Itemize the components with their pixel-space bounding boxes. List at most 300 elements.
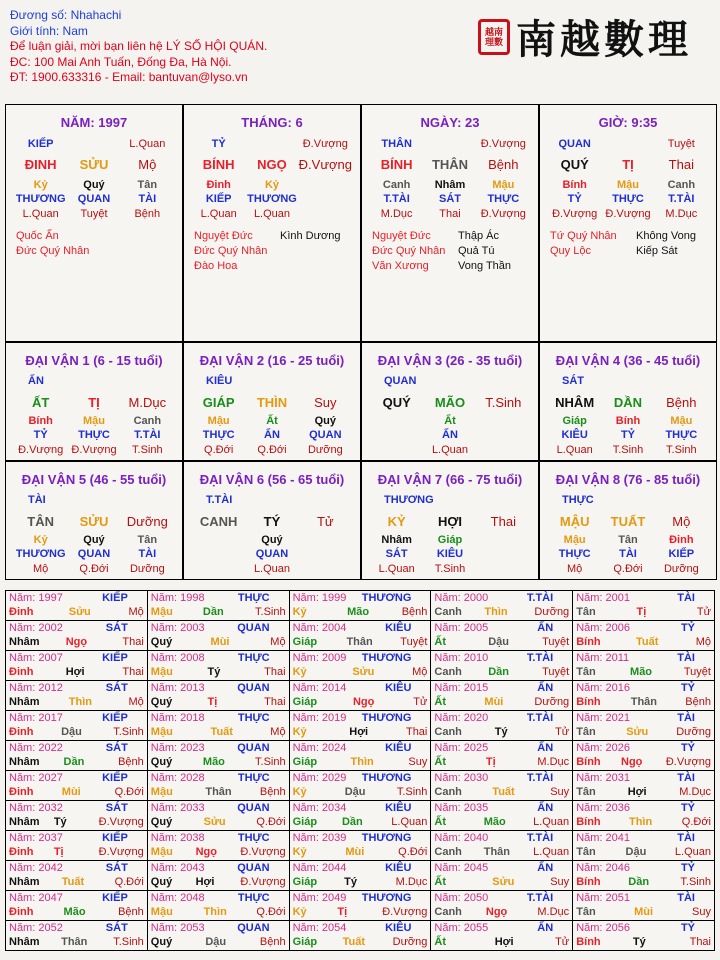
spacer (611, 494, 660, 506)
year-cell-top (9, 771, 144, 785)
year-god: KIÊU (385, 622, 412, 634)
year-branch: Tý (494, 726, 508, 738)
spacer (423, 138, 476, 150)
year-cell (147, 921, 289, 951)
dai-van-stem-row (192, 514, 352, 529)
hidden-gods-row (14, 548, 174, 560)
year-label: Năm: 1998 (150, 592, 205, 604)
pillar-stem-row (370, 157, 530, 172)
year-god: KIÊU (385, 922, 412, 934)
year-cell-top (151, 831, 286, 845)
year-label: Năm: 2018 (150, 712, 205, 724)
year-cell-bottom (576, 845, 711, 859)
year-branch: Ngọ (485, 906, 508, 918)
hidden-stems-row (370, 534, 530, 546)
year-cell (573, 681, 715, 711)
year-label: Năm: 2044 (292, 862, 347, 874)
hidden-stages-row (548, 208, 708, 220)
year-label: Năm: 2056 (576, 922, 630, 934)
stem-god: SÁT (562, 375, 584, 387)
year-cell-bottom (293, 665, 428, 679)
brand-title: 南越數理 (516, 16, 692, 63)
year-god: THỰC (237, 592, 270, 604)
year-stem: Kỷ (292, 906, 307, 918)
year-stage: M.Dục (537, 906, 570, 918)
spacer (77, 375, 126, 387)
year-stage: Đ.Vượng (98, 846, 144, 858)
year-stage: Dưỡng (534, 606, 570, 618)
spacer (659, 375, 708, 387)
year-cell-top (434, 861, 569, 875)
year-stem: Nhâm (9, 696, 40, 708)
year-cell-top (151, 861, 286, 875)
year-stage: Bệnh (401, 606, 428, 618)
year-god: ẤN (537, 802, 554, 814)
year-god: TÀI (677, 832, 695, 844)
year-stem: Ất (434, 876, 446, 888)
good-star: Đức Quý Nhân (372, 245, 446, 257)
hidden-god: T.TÀI (383, 193, 410, 205)
life-stage: Bệnh (666, 395, 697, 410)
year-label: Năm: 2053 (150, 922, 205, 934)
year-stem: Tân (576, 606, 596, 618)
hidden-stem: Tân (137, 179, 158, 191)
year-cell (6, 891, 148, 921)
year-cell-bottom (293, 785, 428, 799)
spacer (77, 494, 126, 506)
year-stage: Bệnh (685, 696, 711, 708)
year-cell (147, 621, 289, 651)
year-cell (289, 651, 431, 681)
year-stem: Tân (576, 786, 596, 798)
earthly-branch: TUẤT (610, 514, 646, 529)
year-branch: Sửu (492, 876, 515, 888)
year-stage: Suy (692, 906, 711, 918)
hidden-stages-row (370, 563, 530, 575)
year-row (6, 771, 715, 801)
pillar-1 (5, 104, 183, 342)
year-branch: Hợi (65, 666, 85, 678)
dai-van-god-row (192, 494, 352, 506)
year-stem: Nhâm (9, 816, 40, 828)
year-label: Năm: 2043 (150, 862, 205, 874)
year-cell (289, 801, 431, 831)
hidden-stage: Q.Đới (79, 563, 109, 575)
year-branch: Sửu (352, 666, 375, 678)
year-stem: Đinh (9, 666, 34, 678)
hidden-stage (477, 563, 530, 575)
hidden-stem (299, 179, 352, 191)
hidden-stages-row (192, 563, 352, 575)
year-branch: Tý (53, 816, 67, 828)
year-cell-top (576, 741, 711, 755)
year-row (6, 681, 715, 711)
year-cell-bottom (151, 695, 286, 709)
hidden-stages-row (14, 563, 174, 575)
year-stage: Q.Đới (256, 816, 286, 828)
year-label: Năm: 2035 (434, 802, 489, 814)
year-stem: Canh (434, 906, 462, 918)
contact-line: Để luận giải, mời bạn liên hệ LÝ SỐ HỘI QUÁN. (10, 39, 268, 53)
year-god: THỰC (237, 772, 270, 784)
year-cell-bottom (576, 905, 711, 919)
year-god: SÁT (105, 862, 128, 874)
hidden-stem: Nhâm (434, 179, 466, 191)
star-line (372, 244, 530, 259)
year-god: TỶ (680, 802, 695, 814)
red-seal-logo: 越南理數 (478, 19, 510, 55)
year-stem: Bính (576, 696, 601, 708)
year-cell-top (576, 831, 711, 845)
year-stem: Ất (434, 816, 446, 828)
year-cell (147, 831, 289, 861)
stem-god: THÂN (381, 138, 412, 150)
year-cell (573, 921, 715, 951)
year-row (6, 711, 715, 741)
spacer (481, 375, 530, 387)
hidden-stage (299, 563, 352, 575)
year-cell-bottom (9, 695, 144, 709)
year-cell-bottom (9, 785, 144, 799)
year-god: QUAN (237, 682, 270, 694)
year-cell-bottom (576, 665, 711, 679)
year-branch: Thìn (484, 606, 508, 618)
year-stage: Suy (550, 876, 570, 888)
year-cell-bottom (576, 725, 711, 739)
hidden-stem: Quý (314, 415, 337, 427)
year-cell-bottom (151, 905, 286, 919)
dai-van-title: ĐẠI VẬN 4 (36 - 45 tuổi) (555, 353, 701, 368)
hidden-god: KIÊU (436, 548, 464, 560)
year-cell (289, 621, 431, 651)
year-cell-bottom (576, 755, 711, 769)
year-stage: L.Quan (533, 816, 570, 828)
year-label: Năm: 1997 (9, 592, 63, 604)
year-cell (431, 591, 573, 621)
year-branch: Mão (630, 666, 653, 678)
hidden-stem: Mậu (616, 179, 639, 191)
hidden-stage: L.Quan (200, 208, 237, 220)
year-label: Năm: 2048 (150, 892, 205, 904)
year-stage: Thai (122, 636, 144, 648)
year-stem: Giáp (292, 756, 318, 768)
year-cell (289, 921, 431, 951)
year-branch: Mùi (345, 846, 365, 858)
bad-star: Kình Dương (280, 230, 341, 242)
year-god: SÁT (105, 682, 128, 694)
year-label: Năm: 2052 (9, 922, 63, 934)
year-god: TÀI (677, 892, 695, 904)
hidden-stem: Mậu (670, 415, 693, 427)
year-cell (147, 591, 289, 621)
year-cell-top (434, 801, 569, 815)
year-branch: Thìn (628, 816, 653, 828)
hidden-stem: Quý (83, 534, 105, 546)
pillar-4 (539, 104, 717, 342)
year-branch: Hợi (627, 786, 647, 798)
year-stem: Kỷ (292, 786, 307, 798)
year-cell-bottom (434, 905, 569, 919)
hidden-stages-row (14, 444, 174, 456)
year-branch: Tuất (61, 876, 85, 888)
year-label: Năm: 2051 (576, 892, 630, 904)
year-cell-top (293, 831, 428, 845)
year-stem: Mậu (150, 906, 173, 918)
year-label: Năm: 2041 (576, 832, 630, 844)
year-god: ẤN (537, 742, 554, 754)
good-star: Quy Lộc (550, 245, 591, 257)
year-cell-bottom (293, 725, 428, 739)
year-cell-bottom (434, 875, 569, 889)
hidden-stage: Đ.Vượng (552, 208, 598, 220)
hidden-stems-row (14, 179, 174, 191)
year-stage: Tuyệt (542, 636, 570, 648)
good-star: Đức Quý Nhân (194, 245, 268, 257)
hidden-gods-row (14, 193, 174, 205)
hidden-stem: Quý (261, 534, 283, 546)
good-star: Nguyệt Đức (372, 230, 431, 242)
year-cell-top (434, 651, 569, 665)
good-star: Đức Quý Nhân (16, 245, 90, 257)
dai-van-stem-row (548, 514, 708, 529)
year-god: THƯƠNG (361, 772, 412, 784)
year-cell (6, 801, 148, 831)
year-branch: Sửu (68, 606, 91, 618)
year-label: Năm: 2033 (150, 802, 205, 814)
year-cell-top (576, 801, 711, 815)
year-cell (431, 681, 573, 711)
star-line (194, 244, 352, 259)
year-god: KIẾP (102, 592, 128, 604)
year-stem: Mậu (150, 666, 173, 678)
hidden-stem (370, 415, 423, 427)
year-cell-top (576, 591, 711, 605)
year-label: Năm: 2045 (434, 862, 489, 874)
year-cell-top (9, 681, 144, 695)
hidden-stem: Canh (382, 179, 411, 191)
year-stem: Đinh (9, 726, 34, 738)
pillar-god-row (548, 138, 708, 150)
year-branch: Hợi (195, 876, 215, 888)
stars-list (16, 229, 174, 259)
year-cell-bottom (434, 695, 569, 709)
hidden-stages-row (192, 444, 352, 456)
year-label: Năm: 2028 (150, 772, 205, 784)
hidden-stages-row (548, 563, 708, 575)
year-cell-top (293, 801, 428, 815)
year-branch: Thân (205, 786, 232, 798)
year-branch: Thìn (350, 756, 374, 768)
hidden-gods-row (192, 429, 352, 441)
dai-van-4 (539, 342, 717, 461)
dai-van-god-row (14, 494, 174, 506)
star-line (550, 244, 708, 259)
hidden-stage: L.Quan (378, 563, 415, 575)
hidden-stages-row (14, 208, 174, 220)
stem-god: ẤN (28, 375, 44, 387)
hidden-stage: T.Sinh (666, 444, 697, 456)
hidden-stage: Đ.Vượng (71, 444, 117, 456)
hidden-gods-row (548, 548, 708, 560)
dai-van-8 (539, 461, 717, 580)
year-stage: Tử (555, 936, 570, 948)
address-line: ĐC: 100 Mai Anh Tuấn, Đống Đa, Hà Nội. (10, 54, 232, 69)
star-line (16, 244, 174, 259)
earthly-branch: TỊ (622, 157, 634, 172)
hidden-stage: Mộ (567, 563, 583, 575)
hidden-stage: Dưỡng (129, 563, 165, 575)
year-stem: Quý (150, 756, 173, 768)
year-stage: Q.Đới (256, 906, 286, 918)
good-star: Văn Xương (372, 260, 429, 272)
year-stage: T.Sinh (255, 606, 286, 618)
hidden-god: TÀI (619, 548, 637, 560)
year-branch: Dậu (205, 936, 227, 948)
year-stage: Đ.Vượng (240, 846, 286, 858)
heavenly-stem: QUÝ (560, 157, 589, 172)
year-label: Năm: 2023 (150, 742, 205, 754)
hidden-stem: Bính (615, 415, 641, 427)
year-label: Năm: 2049 (292, 892, 347, 904)
year-cell-bottom (293, 905, 428, 919)
year-god: KIÊU (385, 742, 412, 754)
year-branch: Dậu (61, 726, 82, 738)
year-branch: Dậu (488, 636, 510, 648)
pillar-title: GIỜ: 9:35 (598, 115, 658, 130)
year-cell-bottom (434, 605, 569, 619)
year-cell (6, 681, 148, 711)
dai-van-stem-row (192, 395, 352, 410)
year-cell-top (434, 771, 569, 785)
year-stem: Kỷ (292, 606, 307, 618)
year-god: THƯƠNG (361, 592, 412, 604)
year-cell-top (434, 831, 569, 845)
year-god: THỰC (237, 832, 270, 844)
year-row (6, 891, 715, 921)
year-stage: Dưỡng (534, 696, 570, 708)
hidden-god: THỰC (612, 193, 644, 205)
heavenly-stem: MẬU (559, 514, 590, 529)
year-cell-bottom (434, 635, 569, 649)
hidden-stage: Mộ (33, 563, 49, 575)
year-cell-top (434, 591, 569, 605)
year-cell-top (151, 891, 286, 905)
year-cell (431, 861, 573, 891)
year-label: Năm: 2047 (9, 892, 63, 904)
year-cell-top (151, 921, 286, 935)
year-cell-bottom (434, 785, 569, 799)
year-branch: Mão (202, 756, 225, 768)
year-stem: Canh (434, 846, 462, 858)
stem-god: THƯƠNG (384, 494, 434, 506)
hidden-stem (477, 415, 530, 427)
hidden-stem (299, 534, 352, 546)
hidden-god: ẤN (442, 429, 458, 441)
bad-star: Thập Ác (458, 230, 499, 242)
year-stem: Tân (576, 846, 596, 858)
year-label: Năm: 2020 (434, 712, 489, 724)
year-cell (6, 831, 148, 861)
year-cell-bottom (151, 875, 286, 889)
year-cell (431, 801, 573, 831)
year-god: T.TÀI (526, 832, 554, 844)
year-cell-top (9, 741, 144, 755)
hidden-stems-row (14, 534, 174, 546)
hidden-god: TỶ (567, 193, 582, 205)
year-stage: Tử (696, 606, 711, 618)
year-stage: Suy (550, 786, 570, 798)
hidden-gods-row (192, 548, 352, 560)
year-row (6, 741, 715, 771)
heavenly-stem: KỶ (387, 514, 406, 529)
year-stage: Mộ (270, 726, 286, 738)
year-cell-bottom (576, 605, 711, 619)
spacer (434, 494, 482, 506)
hidden-god: THƯƠNG (15, 548, 66, 560)
year-label: Năm: 2025 (434, 742, 489, 754)
stem-god: TÀI (28, 494, 46, 506)
god-stage: L.Quan (129, 138, 166, 150)
year-cell-bottom (293, 605, 428, 619)
year-branch: Tuất (635, 636, 659, 648)
hidden-god: THƯƠNG (247, 193, 297, 205)
dai-van-title: ĐẠI VẬN 2 (16 - 25 tuổi) (199, 353, 345, 368)
year-god: KIẾP (102, 772, 128, 784)
hidden-gods-row (548, 429, 708, 441)
year-cell-bottom (9, 605, 144, 619)
earthly-branch: THÌN (256, 395, 288, 410)
hidden-god: TỶ (33, 429, 48, 441)
year-cell-top (9, 921, 144, 935)
earthly-branch: NGỌ (257, 157, 287, 172)
spacer (601, 138, 654, 150)
pillar-stem-row (14, 157, 174, 172)
stars-list (194, 229, 352, 274)
year-cell (573, 621, 715, 651)
good-star: Quốc Ấn (16, 230, 59, 242)
year-stage: Đ.Vượng (240, 876, 286, 888)
year-god: SÁT (105, 802, 128, 814)
heavenly-stem: BÍNH (380, 157, 413, 172)
year-row (6, 801, 715, 831)
dai-van-stem-row (370, 514, 530, 529)
year-cell-top (9, 861, 144, 875)
pillar-title: THÁNG: 6 (241, 115, 303, 130)
year-cell (573, 831, 715, 861)
year-label: Năm: 2024 (292, 742, 347, 754)
year-cell-top (151, 741, 286, 755)
dai-van-god-row (548, 494, 708, 506)
year-label: Năm: 2007 (9, 652, 63, 664)
year-cell (431, 891, 573, 921)
year-cell-top (9, 891, 144, 905)
year-cell-top (576, 921, 711, 935)
year-cell (147, 681, 289, 711)
year-label: Năm: 2050 (434, 892, 489, 904)
year-cell-top (576, 681, 711, 695)
year-cell (147, 741, 289, 771)
year-stage: Tử (555, 726, 570, 738)
year-god: T.TÀI (526, 772, 554, 784)
year-cell (289, 891, 431, 921)
year-cell-top (576, 861, 711, 875)
year-stem: Nhâm (9, 876, 40, 888)
hidden-stage (299, 208, 352, 220)
stem-god: TỶ (211, 138, 226, 150)
stars-list (372, 229, 530, 274)
year-branch: Dậu (625, 846, 647, 858)
year-stem: Nhâm (9, 756, 40, 768)
